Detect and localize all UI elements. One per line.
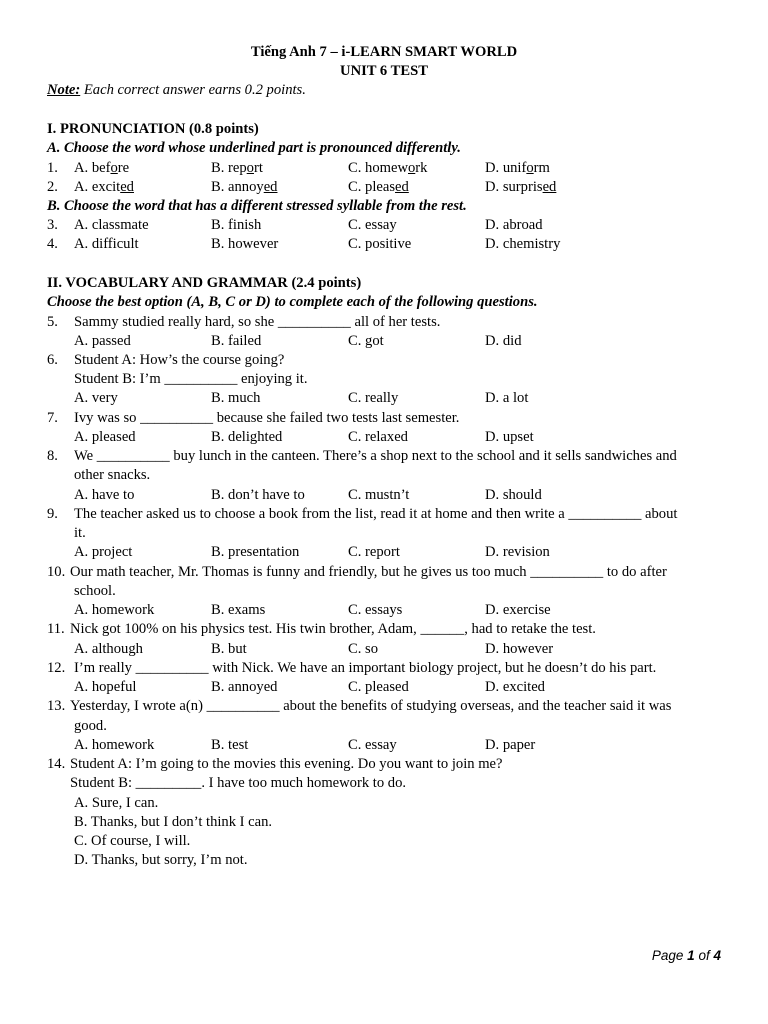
option-a[interactable]: A. have to — [74, 487, 135, 503]
option-b[interactable]: B. don’t have to — [211, 487, 305, 503]
option-b[interactable]: B. report — [211, 160, 263, 176]
question-text-line-2: Student B: I’m __________ enjoying it. — [74, 371, 308, 387]
question-text-line-2: other snacks. — [74, 467, 151, 483]
section-pronunciation-title: I. PRONUNCIATION (0.8 points) — [47, 121, 259, 137]
question-number: 8. — [47, 448, 58, 464]
current-page: 1 — [687, 948, 695, 963]
option-d[interactable]: D. upset — [485, 429, 534, 445]
option-b[interactable]: B. much — [211, 390, 261, 406]
option-d[interactable]: D. Thanks, but sorry, I’m not. — [74, 852, 248, 868]
option-c[interactable]: C. positive — [348, 236, 412, 252]
question-number: 5. — [47, 314, 58, 330]
question-number: 1. — [47, 160, 58, 176]
question-text-line-2: school. — [74, 583, 116, 599]
question-text-line-2: it. — [74, 525, 86, 541]
option-d[interactable]: D. excited — [485, 679, 545, 695]
option-b[interactable]: B. Thanks, but I don’t think I can. — [74, 814, 273, 830]
option-c[interactable]: C. essay — [348, 737, 397, 753]
option-b[interactable]: B. failed — [211, 333, 262, 349]
option-c[interactable]: C. Of course, I will. — [74, 833, 191, 849]
question-number: 10. — [47, 564, 66, 580]
option-d[interactable]: D. exercise — [485, 602, 551, 618]
option-b[interactable]: B. delighted — [211, 429, 283, 445]
option-c[interactable]: C. essays — [348, 602, 403, 618]
option-c[interactable]: C. got — [348, 333, 384, 349]
option-b[interactable]: B. finish — [211, 217, 262, 233]
option-a[interactable]: A. passed — [74, 333, 131, 349]
option-d[interactable]: D. did — [485, 333, 522, 349]
option-a[interactable]: A. classmate — [74, 217, 149, 233]
option-a[interactable]: A. project — [74, 544, 133, 560]
option-c[interactable]: C. so — [348, 641, 379, 657]
option-d[interactable]: D. revision — [485, 544, 550, 560]
question-number: 3. — [47, 217, 58, 233]
option-a[interactable]: A. excited — [74, 179, 134, 195]
question-text: Sammy studied really hard, so she __________ all of her tests. — [74, 314, 441, 330]
option-c[interactable]: C. essay — [348, 217, 397, 233]
of-word: of — [698, 948, 710, 963]
option-b[interactable]: B. annoyed — [211, 679, 278, 695]
note-text: Each correct answer earns 0.2 points. — [80, 82, 306, 98]
option-d[interactable]: D. a lot — [485, 390, 529, 406]
option-b[interactable]: B. annoyed — [211, 179, 278, 195]
question-text: Yesterday, I wrote a(n) __________ about the benefits of studying overseas, and the teacher said it was — [70, 698, 672, 714]
option-a[interactable]: A. Sure, I can. — [74, 795, 159, 811]
question-number: 2. — [47, 179, 58, 195]
question-number: 12. — [47, 660, 66, 676]
note-line — [47, 81, 306, 100]
question-text: Our math teacher, Mr. Thomas is funny and friendly, but he gives us too much __________ to do after — [70, 564, 667, 580]
question-text: Student A: I’m going to the movies this evening. Do you want to join me? — [70, 756, 503, 772]
option-a[interactable]: A. homework — [74, 737, 155, 753]
question-number: 9. — [47, 506, 58, 522]
question-text: Student A: How’s the course going? — [74, 352, 285, 368]
option-a[interactable]: A. very — [74, 390, 118, 406]
question-text: We __________ buy lunch in the canteen. There’s a shop next to the school and it sells sandwiches and — [74, 448, 677, 464]
total-pages: 4 — [713, 948, 721, 963]
question-text-line-2: good. — [74, 718, 107, 734]
note-label: Note: — [47, 82, 81, 98]
option-b[interactable]: B. presentation — [211, 544, 300, 560]
option-a[interactable]: A. hopeful — [74, 679, 137, 695]
question-number: 6. — [47, 352, 58, 368]
option-c[interactable]: C. really — [348, 390, 399, 406]
question-text: Ivy was so __________ because she failed two tests last semester. — [74, 410, 460, 426]
question-text: Nick got 100% on his physics test. His twin brother, Adam, ______, had to retake the test. — [70, 621, 596, 637]
option-c[interactable]: C. mustn’t — [348, 487, 410, 503]
document-title: Tiếng Anh 7 – i-LEARN SMART WORLD — [250, 44, 518, 60]
question-number: 7. — [47, 410, 58, 426]
option-b[interactable]: B. test — [211, 737, 249, 753]
option-d[interactable]: D. abroad — [485, 217, 543, 233]
question-number: 13. — [47, 698, 66, 714]
option-c[interactable]: C. report — [348, 544, 400, 560]
option-c[interactable]: C. pleased — [348, 679, 409, 695]
option-c[interactable]: C. relaxed — [348, 429, 408, 445]
question-text-line-2: Student B: _________. I have too much homework to do. — [70, 775, 407, 791]
part-b-instruction: B. Choose the word that has a different stressed syllable from the rest. — [47, 198, 467, 214]
question-number: 14. — [47, 756, 66, 772]
option-d[interactable]: D. chemistry — [485, 236, 561, 252]
question-number: 4. — [47, 236, 58, 252]
option-a[interactable]: A. before — [74, 160, 130, 176]
option-a[interactable]: A. homework — [74, 602, 155, 618]
option-c[interactable]: C. homework — [348, 160, 428, 176]
option-a[interactable]: A. although — [74, 641, 143, 657]
option-b[interactable]: B. exams — [211, 602, 266, 618]
option-b[interactable]: B. but — [211, 641, 247, 657]
question-text: The teacher asked us to choose a book from the list, read it at home and then write a __________ about — [74, 506, 678, 522]
question-number: 11. — [47, 621, 65, 637]
document-subtitle: UNIT 6 TEST — [340, 63, 428, 79]
page-number — [652, 948, 721, 963]
page-word: Page — [651, 948, 684, 963]
option-b[interactable]: B. however — [211, 236, 279, 252]
question-text: I’m really __________ with Nick. We have an important biology project, but he doesn’t do his part. — [74, 660, 657, 676]
option-d[interactable]: D. uniform — [485, 160, 550, 176]
option-a[interactable]: A. difficult — [74, 236, 139, 252]
section-vocabulary-title: II. VOCABULARY AND GRAMMAR (2.4 points) — [47, 275, 362, 291]
option-d[interactable]: D. paper — [485, 737, 536, 753]
option-d[interactable]: D. should — [485, 487, 542, 503]
part-a-instruction: A. Choose the word whose underlined part is pronounced differently. — [47, 140, 461, 156]
option-d[interactable]: D. surprised — [485, 179, 557, 195]
option-a[interactable]: A. pleased — [74, 429, 136, 445]
section-vocabulary-instruction: Choose the best option (A, B, C or D) to complete each of the following questions. — [47, 294, 538, 310]
option-d[interactable]: D. however — [485, 641, 554, 657]
option-c[interactable]: C. pleased — [348, 179, 409, 195]
